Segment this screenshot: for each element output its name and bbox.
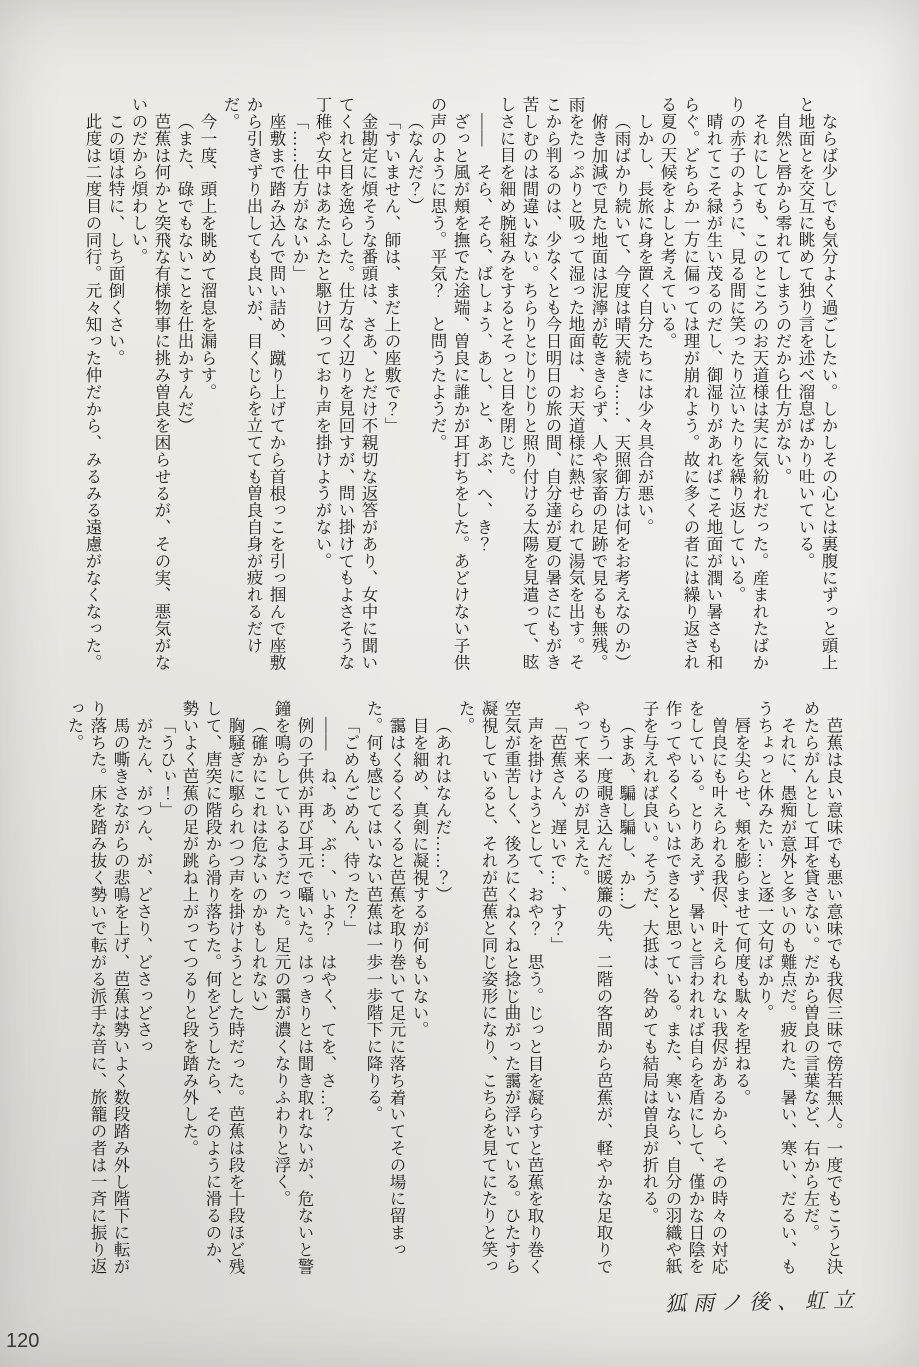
paragraph: 自然と唇から零れてしまうのだから仕方がない。	[773, 112, 792, 485]
paragraph: 胸騒ぎに駆られつつ声を掛けようとした時だった。芭蕉は段を十段ほど残して、唐突に階段から滑り落ちた。何をどうしたら、そのように滑るのか、勢いよく芭蕉の足が跳ね上がってつるりと段を踏み外した。	[180, 700, 245, 1275]
paragraph: しかし、長旅に身を置く自分たちには少々具合が悪い。	[635, 112, 654, 535]
paragraph: 座敷まで踏み込んで問い詰め、蹴り上げてから首根っこを引っ掴んで座敷から引きずり出しても良いが、目くじらを立てても曽良自身が疲れるだけだ。	[221, 96, 286, 671]
paragraph: （雨ばかり続いて、今度は晴天続き……、天照御方は何をお考えなのか）	[612, 112, 631, 671]
paragraph: それにしても、このところのお天道様は実に気紛れだった。産まれたばかりの赤子のように、見る間に笑ったり泣いたりを繰り返している。	[727, 96, 769, 671]
paragraph: （あれはなんだ……？）	[433, 716, 452, 903]
story-title: 狐雨ノ後、虹立	[664, 1287, 862, 1317]
paragraph: 晴れてこそ緑が生い茂るのだし、御湿りがあればこそ地面が潤い暑さも和らぐ。どちらか一方に偏っては理が崩れよう。故に多くの者には繰り返される夏の天候をよしと考えている。	[658, 96, 723, 671]
paragraph: がたん、がつん、が、どさり、どさっどさっ	[134, 716, 153, 1055]
paragraph: 曽良にも叶えられる我侭、叶えられない我侭があるから、その時々の対応をしている。とりあえず、暑いと言われれば自らを盾にして、僅かな日陰を作ってやるくらいはできると思っている。また、寒いなら、自分の羽織や紙子を与えれば良い。そうだ、大抵は、咎めても結局は曽良が折れる。	[640, 700, 728, 1275]
paragraph: 声を掛けようとして、おや？ 思う。じっと目を凝らすと芭蕉を取り巻く空気が重苦しく、後ろにくねくねと捻じ曲がった靄が浮いている。ひたすら凝視していると、それが芭蕉と同じ姿形になり、こちらを見てにたりと笑った。	[456, 700, 544, 1275]
paragraph: 「芭蕉さん、遅いで…、す？」	[548, 716, 567, 954]
paragraph: それに、愚痴が意外と多いのも難点だ。疲れた、暑い、寒い、だるい、もうちょっと休みたい…と逐一文句ばかり。	[755, 700, 797, 1275]
paragraph: もう一度覗き込んだ暖簾の先、二階の客間から芭蕉が、軽やかな足取りでやって来るのが見えた。	[571, 700, 613, 1275]
paragraph: 芭蕉は何かと突飛な有様物事に挑み曽良を困らせるが、その実、悪気がないのだから煩わしい。	[129, 96, 171, 671]
upper-text-block	[68, 96, 840, 678]
paragraph: 馬の嘶きさながらの悲鳴を上げ、芭蕉は勢いよく数段踏み外し階下に転がり落ちた。床を踏み抜く勢いで転がる派手な音に、旅籠の者は一斉に振り返った。	[65, 700, 130, 1275]
page-number: 120	[6, 1330, 40, 1352]
paragraph: 目を細め、真剣に凝視するが何もいない。	[410, 716, 429, 1038]
paragraph: （また、碌でもないことを仕出かすんだ）	[175, 112, 194, 434]
paragraph: 俯き加減で見た地面は泥濘が乾ききらず、人や家畜の足跡で見るも無残。雨をたっぷりと吸って湿った地面は、お天道様に熱せられて湯気を出す。そこから判るのは、少なくとも今日明日の旅の間、自分達が夏の暑さにもがき苦しむのは間違いない。ちらりとじりじりと照り付ける太陽を見遣って、眩しさに目を細め腕組みをするとそっと目を閉じた。	[497, 96, 608, 671]
paragraph: 金勘定に煩そうな番頭は、さあ、とだけ不親切な返答があり、女中に聞いてくれと目を逸らした。仕方なく辺りを見回すが、問い掛けてもよさそうな丁稚や女中はあたふたと駆け回っており声を掛けようがない。	[313, 96, 378, 671]
paragraph: （まあ、騙し騙し、か…）	[617, 716, 636, 920]
paragraph: ざっと風が頬を撫でた途端、曽良に誰かが耳打ちをした。あどけない子供の声のように思う。平気？ と問うたようだ。	[428, 96, 470, 671]
paragraph: 唇を尖らせ、頬を膨らませて何度も駄々を捏ねる。	[732, 716, 751, 1106]
paragraph: 今一度、頭上を眺めて溜息を漏らす。	[198, 112, 217, 400]
paragraph: この頃は特に、しち面倒くさい。	[106, 112, 125, 366]
paragraph: 此度は二度目の同行。元々知った仲だから、みるみる遠慮がなくなった。	[83, 112, 102, 671]
paragraph: 「……仕方がないか」	[290, 112, 309, 282]
paragraph: 「うひぃ！」	[157, 716, 176, 818]
paragraph: 「ごめんごめん、待った？」	[341, 716, 360, 937]
paragraph: （なんだ？）	[405, 112, 424, 214]
paragraph: （確かにこれは危ないのかもしれない）	[249, 716, 268, 1021]
paragraph: 靄はくるくるくると芭蕉を取り巻いて足元に落ち着いてその場に留まった。何も感じてはいない芭蕉は一歩一歩階下に降りる。	[364, 700, 406, 1258]
paragraph: ―― そら、そら、ばしょう、あし、と、あぶ、へ、き？	[474, 112, 493, 552]
paragraph: ならば少しでも気分よく過ごしたい。しかしその心とは裏腹にずっと頭上と地面とを交互に眺めて独り言を述べ溜息ばかり吐いている。	[796, 96, 838, 671]
lower-text-block	[65, 700, 845, 1284]
paragraph: ―― ね、あ、ぶ…、いよ？ はやく、てを、さ…？	[318, 716, 337, 1123]
paragraph: 例の子供が再び耳元で囁いた。はっきりとは聞き取れないが、危ないと警鐘を鳴らしているようだった。足元の靄が濃くなりふわりと浮く。	[272, 700, 314, 1275]
paragraph: 芭蕉は良い意味でも悪い意味でも我侭三昧で傍若無人。一度でもこうと決めたらがんとして耳を貸さない。だから曽良の言葉など、右から左だ。	[801, 700, 843, 1275]
paragraph: 「すいません、師は、まだ上の座敷で？」	[382, 112, 401, 434]
